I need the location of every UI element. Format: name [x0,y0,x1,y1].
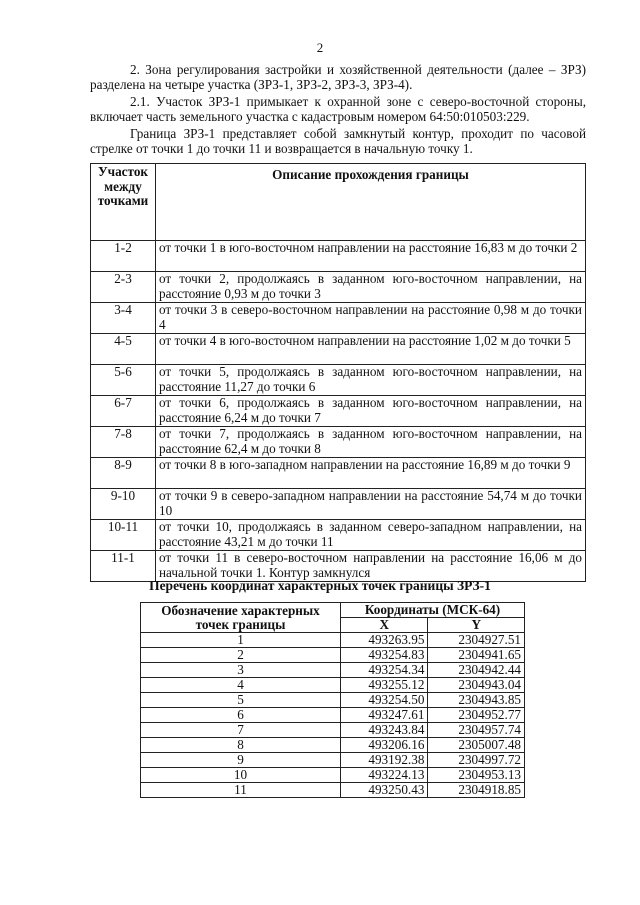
coordinates-title: Перечень координат характерных точек границы ЗРЗ-1 [149,578,491,593]
route-row [91,458,586,489]
coord-point-id: 2 [141,648,341,663]
paragraph-zrz1-location: 2.1. Участок ЗРЗ-1 примыкает к охранной зоне с северо-восточной стороны, включает часть земельного участка с кадастровым номером 64:50:010503:229. [90,94,586,124]
route-segment: 1-2 [91,241,156,272]
coord-x-value: 493206.16 [341,738,428,753]
route-row [91,241,586,272]
body-text [90,62,586,156]
route-description: от точки 6, продолжаясь в заданном юго-восточном направлении, на расстояние 6,24 м до точки 7 [156,396,586,427]
coord-y-value: 2304957.74 [428,723,525,738]
coord-point-id: 3 [141,663,341,678]
coord-x-value: 493243.84 [341,723,428,738]
coord-y-value: 2305007.48 [428,738,525,753]
coord-row [141,693,525,708]
route-segment: 5-6 [91,365,156,396]
coord-row [141,708,525,723]
route-segment: 4-5 [91,334,156,365]
coord-point-id: 1 [141,633,341,648]
coord-y-value: 2304942.44 [428,663,525,678]
coord-x-value: 493192.38 [341,753,428,768]
coord-y-value: 2304918.85 [428,783,525,798]
coordinates-table [140,602,525,798]
coord-row [141,663,525,678]
coord-row [141,648,525,663]
route-description: от точки 8 в юго-западном направлении на расстояние 16,89 м до точки 9 [156,458,586,489]
coord-table-body [141,633,525,798]
coord-point-id: 8 [141,738,341,753]
route-segment: 7-8 [91,427,156,458]
paragraph-zrz1-boundary: Граница ЗРЗ-1 представляет собой замкнутый контур, проходит по часовой стрелке от точки 1 до точки 11 и возвращается в начальную точку 1. [90,126,586,156]
coord-x-value: 493255.12 [341,678,428,693]
coord-y-value: 2304953.13 [428,768,525,783]
coord-point-id: 7 [141,723,341,738]
route-description: от точки 7, продолжаясь в заданном юго-восточном направлении, на расстояние 62,4 м до точки 8 [156,427,586,458]
header-points: Обозначение характерных точек границы [141,603,341,633]
coord-y-value: 2304943.04 [428,678,525,693]
route-table-header [91,164,586,241]
coord-point-id: 11 [141,783,341,798]
coord-x-value: 493254.50 [341,693,428,708]
route-segment: 2-3 [91,272,156,303]
coord-y-value: 2304952.77 [428,708,525,723]
coord-y-value: 2304997.72 [428,753,525,768]
coord-row [141,723,525,738]
coord-x-value: 493254.34 [341,663,428,678]
coord-table-header [141,603,525,618]
coord-x-value: 493250.43 [341,783,428,798]
route-description: от точки 4 в юго-восточном направлении на расстояние 1,02 м до точки 5 [156,334,586,365]
route-row [91,520,586,551]
route-segment: 9-10 [91,489,156,520]
header-segment-label: Участок между точками [97,164,149,209]
route-description: от точки 2, продолжаясь в заданном юго-восточном направлении, на расстояние 0,93 м до точки 3 [156,272,586,303]
route-row [91,396,586,427]
route-description: от точки 11 в северо-восточном направлении на расстояние 16,06 м до начальной точки 1. Контур замкнулся [156,551,586,582]
header-segment [91,164,156,241]
header-description: Описание прохождения границы [156,164,586,241]
route-row [91,334,586,365]
header-y: Y [428,618,525,633]
route-segment: 11-1 [91,551,156,582]
route-table-body [91,241,586,582]
route-description: от точки 10, продолжаясь в заданном северо-западном направлении, на расстояние 43,21 м до точки 11 [156,520,586,551]
route-row [91,272,586,303]
coord-point-id: 4 [141,678,341,693]
header-coords: Координаты (МСК-64) [341,603,525,618]
boundary-route-table [90,163,586,582]
coord-y-value: 2304927.51 [428,633,525,648]
route-description: от точки 3 в северо-восточном направлении на расстояние 0,98 м до точки 4 [156,303,586,334]
coord-point-id: 10 [141,768,341,783]
route-segment: 8-9 [91,458,156,489]
coord-row [141,783,525,798]
coord-x-value: 493263.95 [341,633,428,648]
route-description: от точки 5, продолжаясь в заданном юго-восточном направлении, на расстояние 11,27 до точки 6 [156,365,586,396]
header-x: X [341,618,428,633]
coord-point-id: 6 [141,708,341,723]
coord-row [141,768,525,783]
coord-point-id: 9 [141,753,341,768]
route-row [91,365,586,396]
route-segment: 3-4 [91,303,156,334]
coord-row [141,753,525,768]
coord-row [141,678,525,693]
page-number: 2 [316,40,324,55]
route-description: от точки 1 в юго-восточном направлении на расстояние 16,83 м до точки 2 [156,241,586,272]
route-row [91,489,586,520]
coord-point-id: 5 [141,693,341,708]
route-description: от точки 9 в северо-западном направлении на расстояние 54,74 м до точки 10 [156,489,586,520]
coord-y-value: 2304941.65 [428,648,525,663]
paragraph-zone-division: 2. Зона регулирования застройки и хозяйственной деятельности (далее – ЗРЗ) разделена на четыре участка (ЗРЗ-1, ЗРЗ-2, ЗРЗ-3, ЗРЗ-4). [90,62,586,92]
route-row [91,303,586,334]
route-row [91,427,586,458]
route-row [91,551,586,582]
coord-x-value: 493254.83 [341,648,428,663]
coord-row [141,633,525,648]
coord-row [141,738,525,753]
coord-x-value: 493224.13 [341,768,428,783]
route-segment: 10-11 [91,520,156,551]
coord-y-value: 2304943.85 [428,693,525,708]
coord-x-value: 493247.61 [341,708,428,723]
route-segment: 6-7 [91,396,156,427]
